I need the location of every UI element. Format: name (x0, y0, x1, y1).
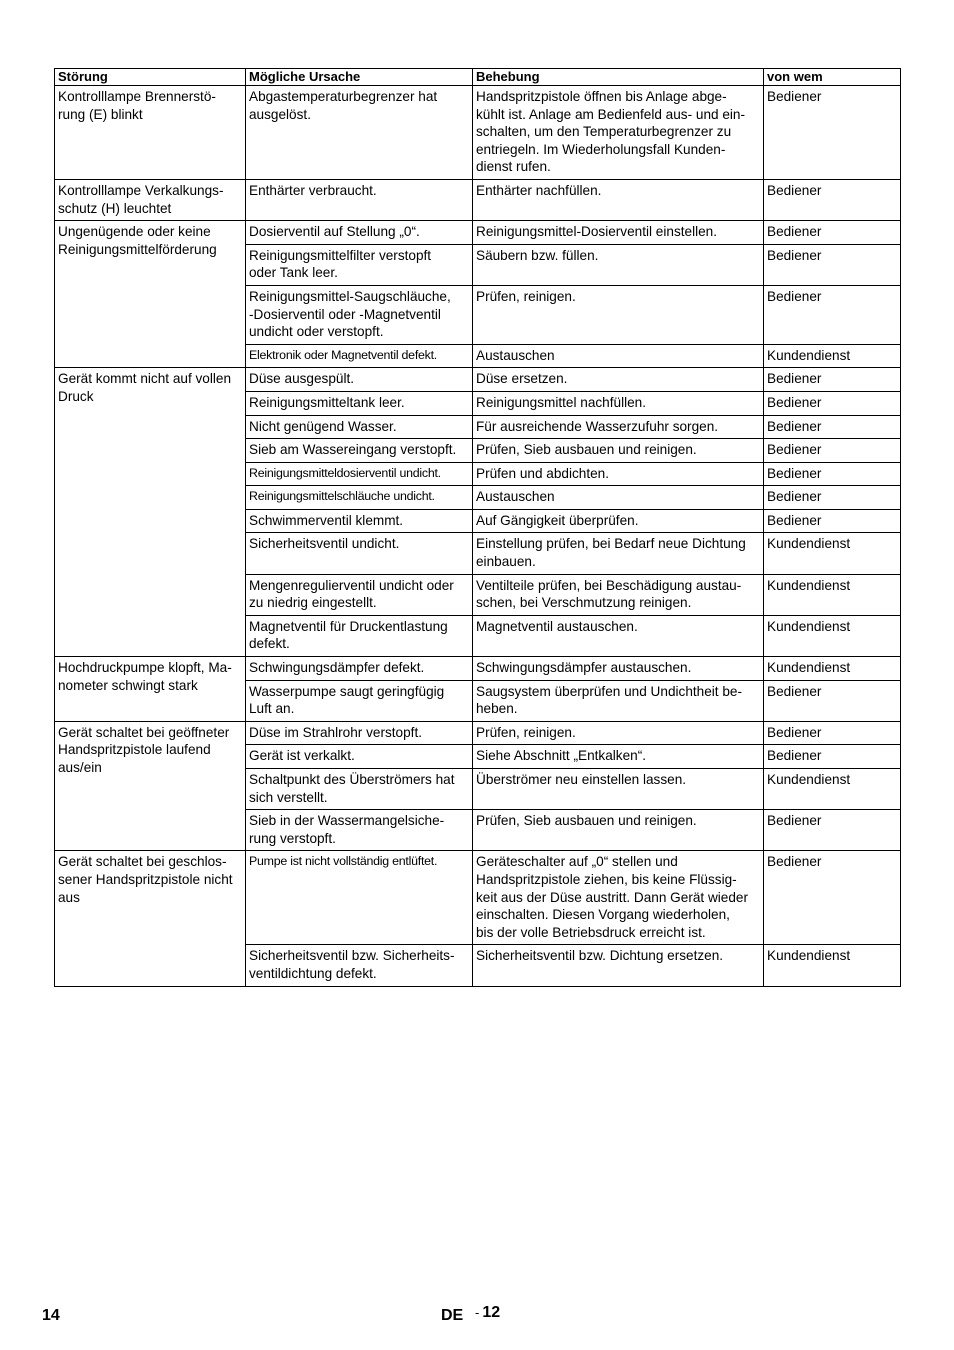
cause-cell (246, 509, 473, 533)
cause-cell (246, 86, 473, 180)
remedy-text: Prüfen und abdichten. (476, 465, 610, 481)
responsible-text: Bediener (767, 489, 822, 505)
remedy-cell (473, 721, 764, 745)
cause-cell (246, 574, 473, 615)
cause-text: Gerät ist verkalkt. (249, 748, 355, 764)
responsible-cell (764, 657, 901, 681)
responsible-cell (764, 533, 901, 574)
cause-cell (246, 851, 473, 945)
responsible-cell (764, 179, 901, 220)
responsible-cell (764, 391, 901, 415)
symptom-text: Hochdruckpumpe klopft, Ma- nometer schwingt stark (58, 660, 232, 693)
cause-cell (246, 439, 473, 463)
responsible-text: Bediener (767, 813, 822, 829)
remedy-text: Geräteschalter auf „0“ stellen und Handspritzpistole ziehen, bis keine Flüssig- keit aus der Düse austritt. Dann Gerät wieder einschalten. Diesen Vorgang wiederholen, bis der volle Betriebsdruck erreicht ist. (476, 854, 749, 940)
symptom-cell (55, 721, 246, 851)
cause-text: Enthärter verbraucht. (249, 182, 377, 198)
cause-text: Pumpe ist nicht vollständig entlüftet. (249, 854, 438, 869)
responsible-cell (764, 368, 901, 392)
remedy-cell (473, 486, 764, 510)
symptom-cell (55, 657, 246, 722)
cause-cell (246, 285, 473, 344)
page-number: 14 (42, 1307, 60, 1324)
remedy-text: Reinigungsmittel nachfüllen. (476, 394, 647, 410)
remedy-cell (473, 244, 764, 285)
responsible-cell (764, 344, 901, 368)
cause-text: Schwimmerventil klemmt. (249, 512, 404, 528)
responsible-text: Bediener (767, 182, 822, 198)
cause-text: Reinigungsmitteltank leer. (249, 394, 405, 410)
responsible-text: Bediener (767, 512, 822, 528)
remedy-cell (473, 851, 764, 945)
responsible-cell (764, 810, 901, 851)
remedy-cell (473, 462, 764, 486)
cause-cell (246, 221, 473, 245)
remedy-cell (473, 533, 764, 574)
responsible-text: Bediener (767, 288, 822, 304)
remedy-text: Prüfen, reinigen. (476, 288, 576, 304)
cause-text: Sicherheitsventil undicht. (249, 536, 400, 552)
symptom-cell (55, 851, 246, 986)
cause-cell (246, 810, 473, 851)
responsible-cell (764, 680, 901, 721)
responsible-text: Bediener (767, 247, 822, 263)
remedy-text: Saugsystem überprüfen und Undichtheit be- heben. (476, 683, 742, 717)
header-von-wem: von wem (764, 69, 901, 86)
cause-cell (246, 745, 473, 769)
responsible-cell (764, 221, 901, 245)
responsible-text: Kundendienst (767, 577, 851, 593)
remedy-text: Austauschen (476, 489, 555, 505)
cause-text: Mengenregulierventil undicht oder zu niedrig eingestellt. (249, 577, 454, 611)
symptom-cell (55, 179, 246, 220)
cause-text: Schwingungsdämpfer defekt. (249, 660, 425, 676)
remedy-text: Enthärter nachfüllen. (476, 182, 602, 198)
cause-text: Schaltpunkt des Überströmers hat sich verstellt. (249, 772, 455, 805)
cause-text: Sicherheitsventil bzw. Sicherheits- ventildichtung defekt. (249, 948, 455, 981)
remedy-text: Für ausreichende Wasserzufuhr sorgen. (476, 418, 719, 434)
remedy-cell (473, 574, 764, 615)
responsible-cell (764, 486, 901, 510)
cause-cell (246, 462, 473, 486)
symptom-text: Gerät kommt nicht auf vollen Druck (58, 371, 232, 404)
responsible-text: Kundendienst (767, 660, 851, 676)
remedy-text: Säubern bzw. füllen. (476, 247, 599, 263)
remedy-text: Handspritzpistole öffnen bis Anlage abge- kühlt ist. Anlage am Bedienfeld aus- und ein- schalten, um den Temperaturbegrenzer zu entriegeln. Im Wiederholungsfall Kunden- dienst rufen. (476, 89, 746, 175)
symptom-text: Kontrolllampe Brennerstö- rung (E) blinkt (58, 89, 216, 122)
header-behebung: Behebung (473, 69, 764, 86)
header-stoerung: Störung (55, 69, 246, 86)
table-row (55, 221, 901, 245)
responsible-text: Bediener (767, 724, 822, 740)
cause-cell (246, 615, 473, 656)
symptom-cell (55, 221, 246, 368)
symptom-text: Ungenügende oder keine Reinigungsmittelförderung (58, 224, 217, 257)
cause-cell (246, 415, 473, 439)
cause-cell (246, 533, 473, 574)
remedy-text: Ventilteile prüfen, bei Beschädigung austau- schen, bei Verschmutzung reinigen. (476, 577, 742, 611)
cause-cell (246, 486, 473, 510)
remedy-cell (473, 945, 764, 986)
remedy-cell (473, 745, 764, 769)
cause-cell (246, 368, 473, 392)
responsible-cell (764, 615, 901, 656)
cause-cell (246, 769, 473, 810)
remedy-text: Auf Gängigkeit überprüfen. (476, 512, 639, 528)
remedy-cell (473, 439, 764, 463)
responsible-text: Bediener (767, 224, 822, 240)
responsible-cell (764, 745, 901, 769)
cause-text: Reinigungsmitteldosierventil undicht. (249, 465, 441, 480)
remedy-text: Magnetventil austauschen. (476, 618, 638, 634)
remedy-text: Prüfen, Sieb ausbauen und reinigen. (476, 442, 697, 458)
responsible-text: Kundendienst (767, 347, 851, 363)
responsible-text: Bediener (767, 394, 822, 410)
troubleshooting-table (54, 68, 901, 987)
cause-cell (246, 244, 473, 285)
table-row (55, 851, 901, 945)
responsible-cell (764, 721, 901, 745)
remedy-text: Sicherheitsventil bzw. Dichtung ersetzen. (476, 948, 724, 964)
header-ursache: Mögliche Ursache (246, 69, 473, 86)
responsible-text: Bediener (767, 683, 822, 699)
cause-text: Reinigungsmittelfilter verstopft oder Tank leer. (249, 247, 432, 281)
responsible-text: Bediener (767, 418, 822, 434)
responsible-cell (764, 509, 901, 533)
symptom-cell (55, 86, 246, 180)
cause-text: Dosierventil auf Stellung „0“. (249, 224, 420, 240)
remedy-text: Austauschen (476, 347, 555, 363)
cause-cell (246, 945, 473, 986)
cause-text: Abgastemperaturbegrenzer hat ausgelöst. (249, 89, 438, 122)
sub-page-value: 12 (482, 1304, 501, 1321)
remedy-cell (473, 86, 764, 180)
remedy-cell (473, 179, 764, 220)
remedy-cell (473, 615, 764, 656)
table-row (55, 86, 901, 180)
sub-page-dash: - (475, 1305, 480, 1320)
cause-cell (246, 680, 473, 721)
responsible-cell (764, 769, 901, 810)
responsible-cell (764, 439, 901, 463)
responsible-cell (764, 86, 901, 180)
symptom-cell (55, 368, 246, 657)
remedy-text: Prüfen, Sieb ausbauen und reinigen. (476, 813, 697, 829)
sub-page-number (475, 1304, 500, 1322)
remedy-cell (473, 810, 764, 851)
remedy-text: Schwingungsdämpfer austauschen. (476, 660, 692, 676)
responsible-text: Bediener (767, 748, 822, 764)
responsible-cell (764, 574, 901, 615)
remedy-cell (473, 680, 764, 721)
remedy-cell (473, 285, 764, 344)
responsible-cell (764, 285, 901, 344)
cause-text: Düse ausgespült. (249, 371, 355, 387)
responsible-cell (764, 462, 901, 486)
cause-cell (246, 721, 473, 745)
table-row (55, 179, 901, 220)
remedy-cell (473, 221, 764, 245)
table-row (55, 657, 901, 681)
symptom-text: Kontrolllampe Verkalkungs- schutz (H) leuchtet (58, 182, 224, 216)
remedy-text: Prüfen, reinigen. (476, 724, 576, 740)
cause-cell (246, 391, 473, 415)
cause-text: Nicht genügend Wasser. (249, 418, 397, 434)
table-row (55, 721, 901, 745)
symptom-text: Gerät schaltet bei geschlos- sener Handspritzpistole nicht aus (58, 854, 233, 905)
cause-cell (246, 657, 473, 681)
remedy-cell (473, 509, 764, 533)
table-row (55, 368, 901, 392)
remedy-text: Siehe Abschnitt „Entkalken“. (476, 748, 647, 764)
cause-text: Wasserpumpe saugt geringfügig Luft an. (249, 683, 445, 717)
remedy-cell (473, 368, 764, 392)
responsible-cell (764, 945, 901, 986)
remedy-text: Überströmer neu einstellen lassen. (476, 772, 687, 787)
responsible-cell (764, 415, 901, 439)
remedy-text: Einstellung prüfen, bei Bedarf neue Dichtung einbauen. (476, 536, 746, 570)
table-header-row (55, 69, 901, 86)
remedy-text: Düse ersetzen. (476, 371, 568, 387)
table-body (55, 86, 901, 987)
cause-text: Reinigungsmittel-Saugschläuche, -Dosierventil oder -Magnetventil undicht oder verstopft. (249, 288, 451, 340)
responsible-text: Kundendienst (767, 618, 851, 634)
remedy-cell (473, 769, 764, 810)
cause-text: Reinigungsmittelschläuche undicht. (249, 489, 435, 504)
responsible-text: Bediener (767, 854, 822, 870)
cause-cell (246, 179, 473, 220)
responsible-text: Bediener (767, 442, 822, 458)
responsible-text: Bediener (767, 465, 822, 481)
language-code: DE (441, 1307, 464, 1324)
responsible-text: Kundendienst (767, 536, 851, 552)
responsible-text: Bediener (767, 371, 822, 387)
remedy-cell (473, 391, 764, 415)
cause-text: Sieb in der Wassermangelsiche- rung verstopft. (249, 813, 445, 846)
cause-text: Elektronik oder Magnetventil defekt. (249, 347, 437, 362)
remedy-cell (473, 657, 764, 681)
responsible-text: Bediener (767, 89, 822, 104)
remedy-cell (473, 344, 764, 368)
cause-cell (246, 344, 473, 368)
responsible-text: Kundendienst (767, 772, 851, 787)
cause-text: Sieb am Wassereingang verstopft. (249, 442, 457, 458)
symptom-text: Gerät schaltet bei geöffneter Handspritzpistole laufend aus/ein (58, 724, 230, 775)
remedy-cell (473, 415, 764, 439)
cause-text: Düse im Strahlrohr verstopft. (249, 724, 423, 740)
responsible-cell (764, 244, 901, 285)
responsible-text: Kundendienst (767, 948, 851, 964)
remedy-text: Reinigungsmittel-Dosierventil einstellen. (476, 224, 718, 240)
cause-text: Magnetventil für Druckentlastung defekt. (249, 618, 448, 652)
responsible-cell (764, 851, 901, 945)
